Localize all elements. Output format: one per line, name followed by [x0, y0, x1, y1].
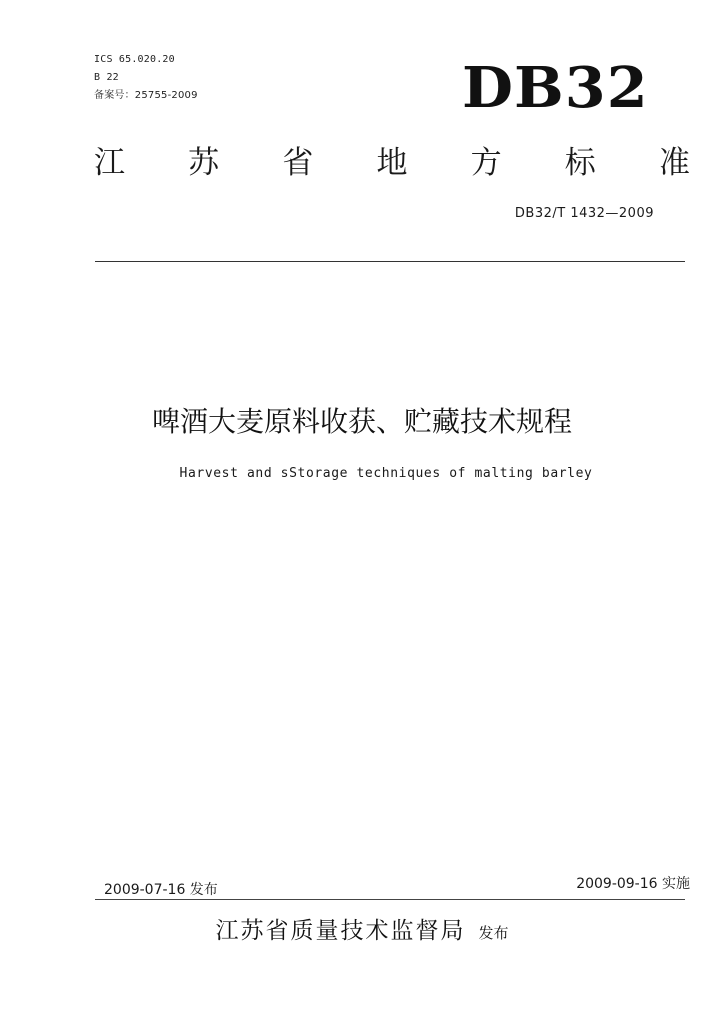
standard-type-char: 方: [470, 145, 502, 181]
header-divider: [95, 261, 685, 262]
standard-type-char: 江: [94, 145, 125, 181]
standard-type-char: 省: [282, 145, 314, 181]
record-number: 备案号：25755-2009: [94, 90, 198, 101]
publisher-line: [0, 912, 724, 945]
issue-date: 2009-07-16 发布: [104, 882, 218, 898]
ccs-code: B 22: [94, 72, 119, 83]
publish-label: 发布: [478, 924, 509, 942]
db32-logo: DB32: [462, 55, 649, 121]
document-title-chinese: 啤酒大麦原料收获、贮藏技术规程: [151, 405, 572, 438]
standard-number: DB32/T 1432—2009: [514, 206, 654, 221]
ics-code: ICS 65.020.20: [94, 54, 175, 65]
document-title-english: Harvest and sStorage techniques of malting barley: [179, 466, 593, 481]
standard-type-heading: [94, 140, 690, 186]
standard-type-char: 地: [376, 145, 408, 181]
publisher-name: 江苏省质量技术监督局: [215, 918, 466, 944]
standard-type-char: 苏: [188, 145, 220, 181]
standard-type-char: 准: [658, 145, 690, 181]
footer-divider: [95, 899, 685, 900]
implementation-date: 2009-09-16 实施: [576, 876, 690, 892]
standard-type-char: 标: [564, 145, 596, 181]
